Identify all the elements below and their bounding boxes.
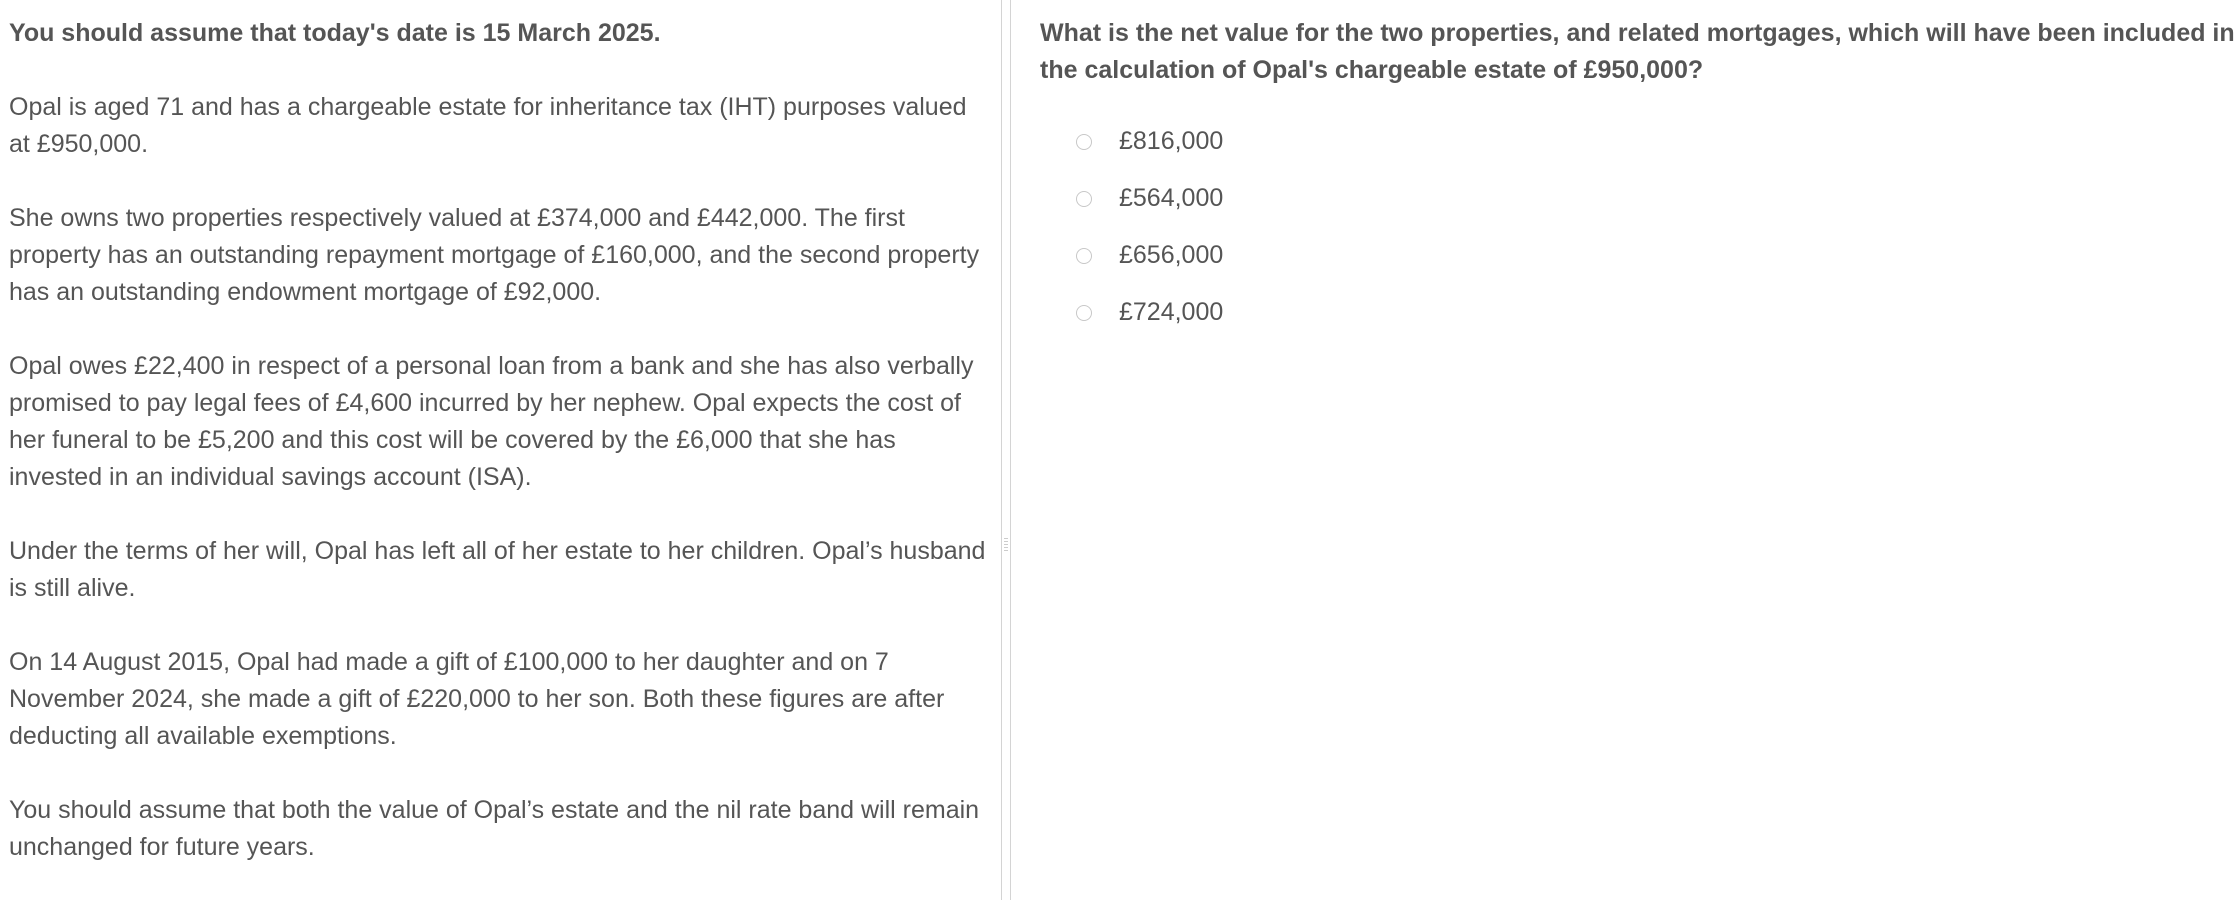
scenario-paragraph: Opal owes £22,400 in respect of a personal loan from a bank and she has also verbally promised to pay legal fees of £4,600 incurred by her nephew. Opal expects the cost of her funeral to be £5,200 and this cost will be covered by the £6,000 that she has invested in an individual savings account (ISA). bbox=[9, 352, 974, 491]
answer-option[interactable] bbox=[1040, 294, 2240, 331]
scenario-paragraph: On 14 August 2015, Opal had made a gift of £100,000 to her daughter and on 7 November 2024, she made a gift of £220,000 to her son. Both these figures are after deducting all available exemptions. bbox=[9, 648, 945, 750]
radio-button[interactable] bbox=[1076, 134, 1092, 150]
radio-button[interactable] bbox=[1076, 191, 1092, 207]
scenario-paragraph: She owns two properties respectively valued at £374,000 and £442,000. The first property has an outstanding repayment mortgage of £160,000, and the second property has an outstanding endowment mortgage of £92,000. bbox=[9, 204, 980, 306]
question-text: What is the net value for the two properties, and related mortgages, which will have been included in the calculation of Opal's chargeable estate of £950,000? bbox=[1040, 19, 2235, 84]
answer-option[interactable] bbox=[1040, 180, 2240, 217]
splitter-grip-icon[interactable] bbox=[1004, 538, 1008, 552]
answer-option[interactable] bbox=[1040, 237, 2240, 274]
answer-option-label[interactable]: £724,000 bbox=[1119, 298, 1224, 326]
pane-splitter[interactable] bbox=[1001, 0, 1011, 900]
scenario-date-instruction: You should assume that today's date is 15 March 2025. bbox=[9, 19, 661, 47]
answer-options bbox=[1040, 123, 2240, 331]
scenario-pane bbox=[0, 0, 1001, 900]
radio-button[interactable] bbox=[1076, 305, 1092, 321]
scenario-paragraph: You should assume that both the value of Opal’s estate and the nil rate band will remain unchanged for future years. bbox=[9, 796, 980, 861]
answer-option[interactable] bbox=[1040, 123, 2240, 160]
answer-option-label[interactable]: £816,000 bbox=[1119, 127, 1224, 155]
radio-button[interactable] bbox=[1076, 248, 1092, 264]
question-pane bbox=[1011, 0, 2240, 900]
scenario-paragraph: Under the terms of her will, Opal has left all of her estate to her children. Opal’s husband is still alive. bbox=[9, 537, 986, 602]
scenario-paragraph: Opal is aged 71 and has a chargeable estate for inheritance tax (IHT) purposes valued at £950,000. bbox=[9, 93, 967, 158]
answer-option-label[interactable]: £564,000 bbox=[1119, 184, 1224, 212]
answer-option-label[interactable]: £656,000 bbox=[1119, 241, 1224, 269]
